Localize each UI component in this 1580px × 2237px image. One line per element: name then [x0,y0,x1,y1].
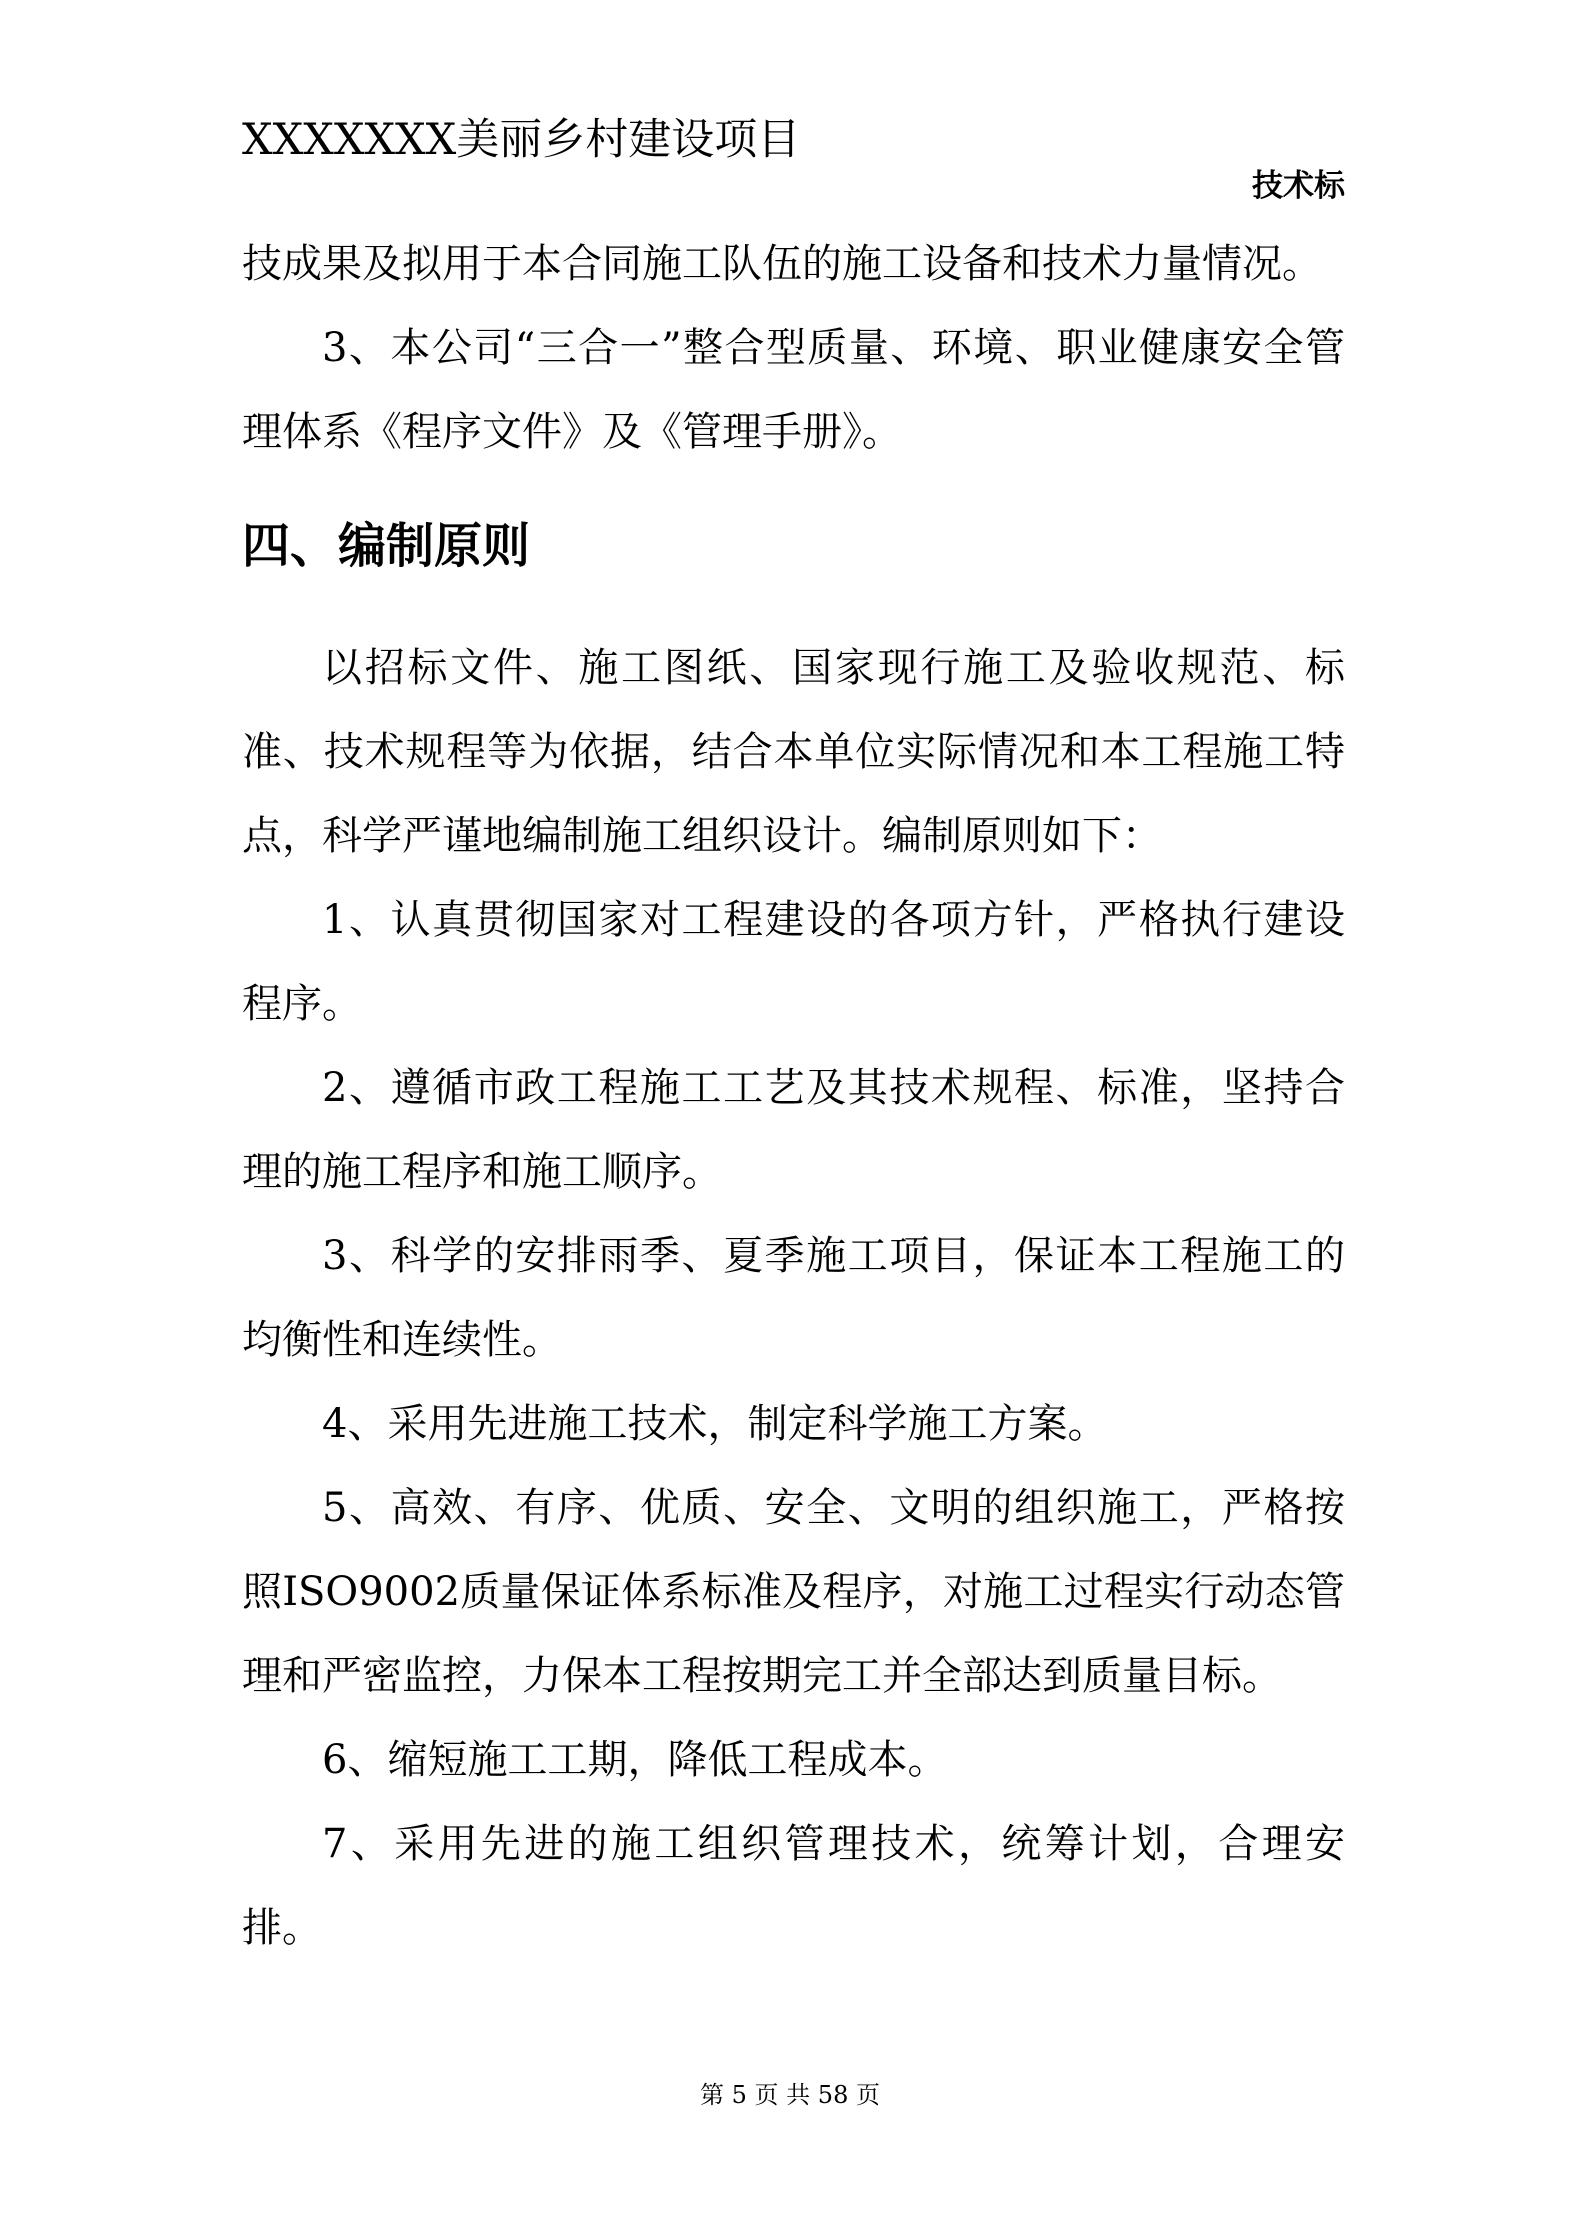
principle-item: 2、遵循市政工程施工工艺及其技术规程、标准，坚持合理的施工程序和施工顺序。 [242,1065,1345,1195]
principle-item: 6、缩短施工工期，降低工程成本。 [322,1737,948,1783]
section-heading: 四、编制原则 [242,518,531,574]
principle-item: 7、采用先进的施工组织管理技术，统筹计划，合理安排。 [242,1821,1345,1951]
document-body [242,222,1345,1970]
principle-item: 5、高效、有序、优质、安全、文明的组织施工，严格按照ISO9002质量保证体系标准及程序，对施工过程实行动态管理和严密监控，力保本工程按期完工并全部达到质量目标。 [242,1485,1345,1699]
principle-item: 1、认真贯彻国家对工程建设的各项方针，严格执行建设程序。 [242,897,1345,1027]
principle-item: 4、采用先进施工技术，制定科学施工方案。 [322,1401,1108,1447]
body-paragraph: 技成果及拟用于本合同施工队伍的施工设备和技术力量情况。 [242,241,1322,287]
document-header-tag: 技术标 [1252,168,1345,204]
page-number-footer: 第 5 页 共 58 页 [700,2081,880,2109]
document-header-title: XXXXXXX美丽乡村建设项目 [242,115,801,165]
principle-item: 3、科学的安排雨季、夏季施工项目，保证本工程施工的均衡性和连续性。 [242,1233,1345,1363]
section-intro-paragraph: 以招标文件、施工图纸、国家现行施工及验收规范、标准、技术规程等为依据，结合本单位实际情况和本工程施工特点，科学严谨地编制施工组织设计。编制原则如下： [242,645,1345,859]
body-paragraph: 3、本公司“三合一”整合型质量、环境、职业健康安全管理体系《程序文件》及《管理手册》。 [242,325,1345,455]
